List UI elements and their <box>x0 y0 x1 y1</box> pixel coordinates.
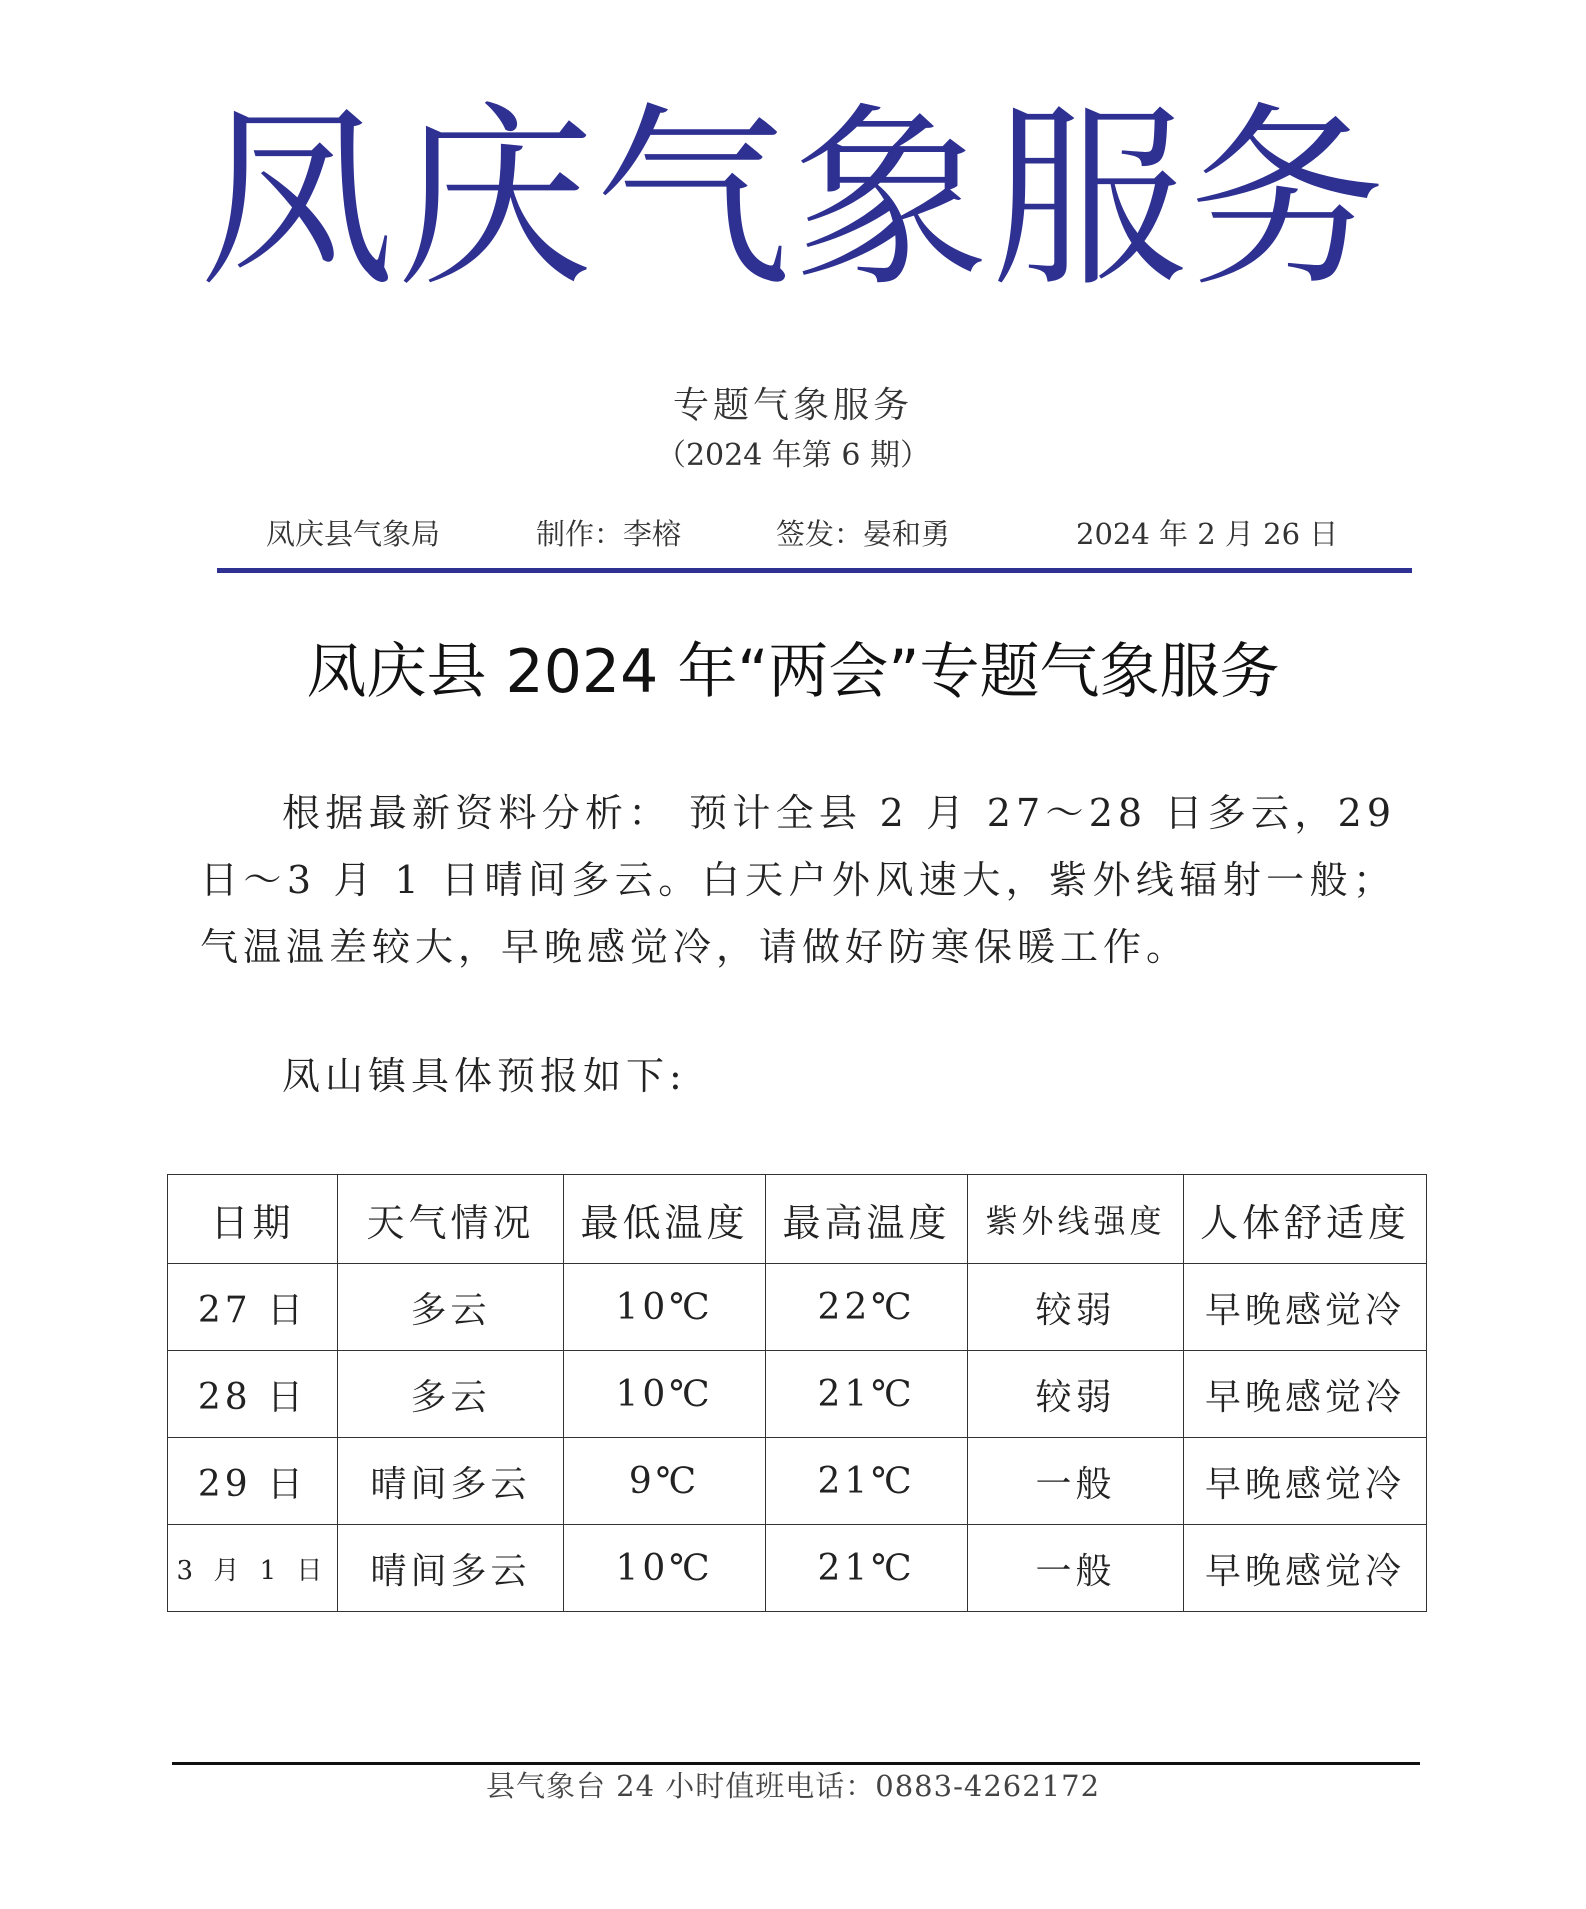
footer-divider <box>172 1762 1420 1765</box>
cell-date: 28 日 <box>168 1351 338 1438</box>
document-title: 凤庆县 2024 年“两会”专题气象服务 <box>306 637 1280 707</box>
header-max-temp: 最高温度 <box>766 1175 968 1264</box>
cell-min-temp: 9℃ <box>564 1438 766 1525</box>
cell-max-temp: 21℃ <box>766 1525 968 1612</box>
cell-uv: 一般 <box>968 1438 1184 1525</box>
duty-phone-footer: 县气象台 24 小时值班电话：0883-4262172 <box>485 1769 1101 1803</box>
maker-credit: 制作：李榕 <box>536 517 682 551</box>
cell-weather: 晴间多云 <box>338 1438 564 1525</box>
cell-weather: 晴间多云 <box>338 1525 564 1612</box>
header-uv: 紫外线强度 <box>968 1175 1184 1264</box>
table-row <box>168 1438 1427 1525</box>
signer-credit: 签发：晏和勇 <box>776 517 951 551</box>
forecast-table <box>167 1174 1427 1612</box>
cell-max-temp: 22℃ <box>766 1264 968 1351</box>
header-min-temp: 最低温度 <box>564 1175 766 1264</box>
cell-comfort: 早晚感觉冷 <box>1184 1264 1427 1351</box>
table-row <box>168 1351 1427 1438</box>
cell-uv: 较弱 <box>968 1351 1184 1438</box>
cell-min-temp: 10℃ <box>564 1525 766 1612</box>
cell-max-temp: 21℃ <box>766 1351 968 1438</box>
cell-comfort: 早晚感觉冷 <box>1184 1438 1427 1525</box>
issue-date: 2024 年 2 月 26 日 <box>1076 517 1339 551</box>
cell-weather: 多云 <box>338 1264 564 1351</box>
table-row <box>168 1264 1427 1351</box>
table-header-row <box>168 1175 1427 1264</box>
cell-max-temp: 21℃ <box>766 1438 968 1525</box>
cell-date: 3 月 1 日 <box>168 1525 338 1612</box>
cell-min-temp: 10℃ <box>564 1264 766 1351</box>
cell-weather: 多云 <box>338 1351 564 1438</box>
cell-uv: 一般 <box>968 1525 1184 1612</box>
cell-comfort: 早晚感觉冷 <box>1184 1525 1427 1612</box>
header-comfort: 人体舒适度 <box>1184 1175 1427 1264</box>
issuing-organization: 凤庆县气象局 <box>266 517 441 551</box>
issue-number: （2024 年第 6 期） <box>655 438 931 473</box>
service-subtitle: 专题气象服务 <box>672 385 913 426</box>
cell-min-temp: 10℃ <box>564 1351 766 1438</box>
header-divider <box>217 568 1412 573</box>
cell-uv: 较弱 <box>968 1264 1184 1351</box>
header-date: 日期 <box>168 1175 338 1264</box>
header-weather: 天气情况 <box>338 1175 564 1264</box>
cell-comfort: 早晚感觉冷 <box>1184 1351 1427 1438</box>
table-lead-text: 凤山镇具体预报如下: <box>282 1054 687 1098</box>
masthead-title: 凤庆气象服务 <box>198 86 1387 314</box>
table-row <box>168 1525 1427 1612</box>
cell-date: 27 日 <box>168 1264 338 1351</box>
forecast-summary-paragraph: 根据最新资料分析： 预计全县 2 月 27～28 日多云，29 日～3 月 1 日晴间多云。白天户外风速大，紫外线辐射一般；气温温差较大，早晚感觉冷，请做好防寒保暖工作。 <box>200 791 1396 969</box>
cell-date: 29 日 <box>168 1438 338 1525</box>
